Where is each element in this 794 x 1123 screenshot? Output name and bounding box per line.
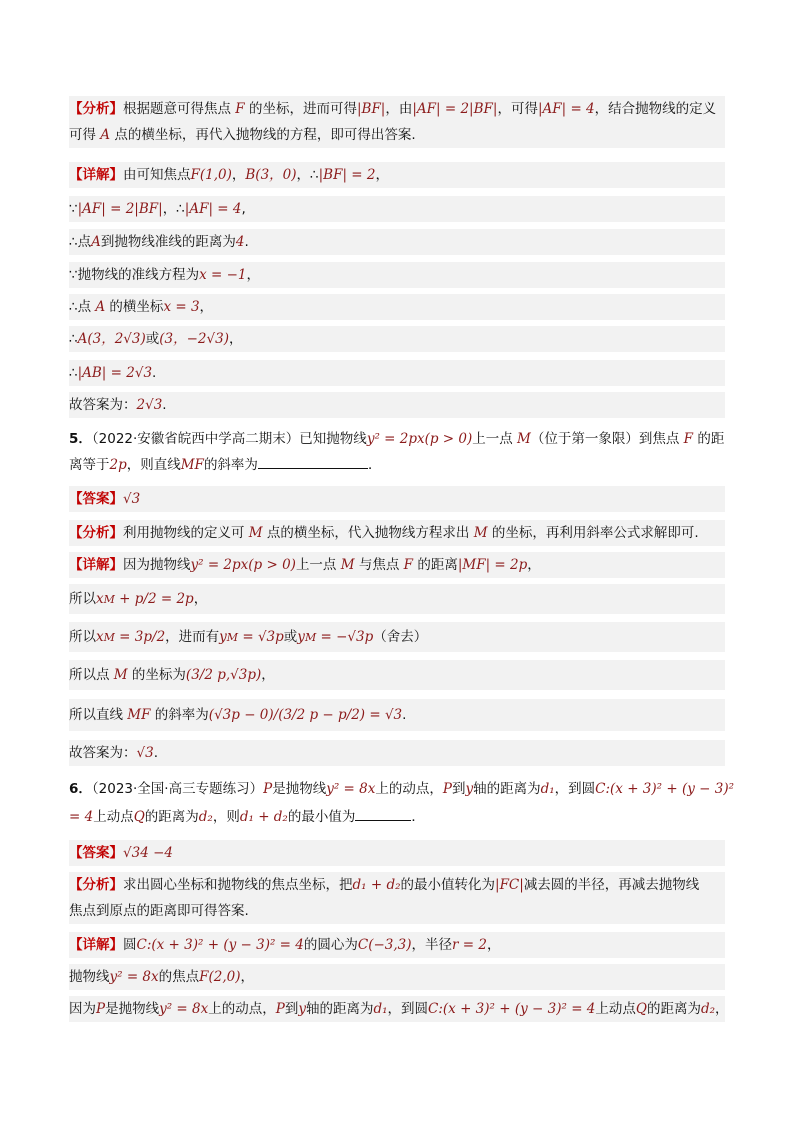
text-line: [69, 452, 725, 478]
math-expression: M: [473, 525, 488, 541]
math-expression: |BF| = 2: [318, 167, 376, 183]
text-line: [69, 740, 725, 766]
math-expression: MF: [127, 707, 151, 723]
math-expression: F(1,0): [190, 167, 232, 183]
answer-blank: [258, 454, 368, 469]
text-run: 抛物线: [69, 969, 110, 985]
math-expression: C:(x + 3)² + (y − 3)² = 4: [428, 1001, 596, 1017]
text-line: [69, 898, 725, 924]
text-run: 的斜率为: [203, 457, 258, 473]
section-tag: 【分析】: [69, 525, 123, 541]
math-expression: M: [304, 631, 317, 644]
text-run: 与焦点: [354, 557, 404, 573]
math-expression: y² = 8x: [159, 1001, 209, 1017]
text-line: [69, 660, 725, 690]
text-line: [69, 964, 725, 990]
text-line: [69, 326, 725, 352]
math-expression: P: [96, 1001, 106, 1017]
math-expression: d₁: [373, 1001, 388, 1017]
math-expression: = −√3p: [316, 629, 374, 645]
text-run: 的坐标，再利用斜率公式求解即可.: [487, 525, 699, 541]
text-run: 减去圆的半径，再减去抛物线: [523, 877, 700, 893]
text-run: 轴的距离为: [473, 781, 541, 797]
math-expression: 2√3: [136, 397, 163, 413]
math-expression: A: [91, 234, 101, 250]
text-run: ，则: [212, 809, 240, 825]
text-run: .: [152, 365, 157, 381]
math-expression: 2p: [109, 457, 127, 473]
text-run: 点的横坐标，代入抛物线方程求出: [262, 525, 474, 541]
text-line: [69, 122, 725, 148]
math-expression: |MF| = 2p: [457, 557, 528, 573]
text-run: ，: [715, 1001, 729, 1017]
text-run: 上动点: [595, 1001, 636, 1017]
math-expression: A(3，2√3): [77, 331, 146, 347]
math-expression: M: [248, 525, 263, 541]
text-run: ∵抛物线的准线方程为: [69, 267, 200, 283]
text-line: [69, 262, 725, 288]
section-tag: 【答案】: [69, 845, 123, 861]
text-run: 的最小值为: [287, 809, 356, 825]
text-line: [69, 520, 725, 546]
text-line: [69, 622, 725, 652]
text-run: 或: [283, 629, 298, 645]
text-run: 可得: [69, 127, 101, 143]
math-expression: = 4: [69, 809, 94, 825]
text-run: ∴: [69, 331, 78, 347]
text-run: ，可得: [497, 101, 538, 117]
text-line: [69, 584, 725, 614]
math-expression: x = −1: [199, 267, 247, 283]
math-expression: y: [297, 629, 305, 645]
math-expression: y: [298, 1001, 306, 1017]
text-run: ，: [375, 167, 389, 183]
math-expression: M: [103, 593, 115, 606]
text-line: [69, 840, 725, 866]
text-run: 上的动点，: [375, 781, 443, 797]
text-run: ,: [241, 201, 246, 217]
math-expression: |AF| = 4: [184, 201, 242, 217]
math-expression: = 3p/2: [114, 629, 166, 645]
text-run: 到抛物线准线的距离为: [100, 234, 236, 250]
text-run: ，: [261, 667, 275, 683]
math-expression: √3: [136, 745, 154, 761]
text-run: 的距离: [413, 557, 458, 573]
text-run: ．: [367, 457, 382, 473]
math-expression: Q: [635, 1001, 647, 1017]
text-line: [69, 486, 725, 512]
math-expression: C:(x + 3)² + (y − 3)²: [595, 781, 735, 797]
text-run: ，∴: [162, 201, 185, 217]
math-expression: d₂: [700, 1001, 716, 1017]
text-run: 所以直线: [69, 707, 128, 723]
text-run: 利用抛物线的定义可: [123, 525, 249, 541]
text-run: 圆: [123, 937, 137, 953]
text-run: ，∴: [296, 167, 319, 183]
math-expression: √3: [123, 491, 141, 507]
math-expression: y: [465, 781, 474, 797]
text-run: 的坐标为: [127, 667, 186, 683]
math-expression: x: [96, 591, 104, 607]
text-run: 所以: [69, 591, 96, 607]
math-expression: B(3，0): [245, 167, 297, 183]
text-run: ，到圆: [554, 781, 596, 797]
math-expression: P: [275, 1001, 285, 1017]
math-expression: d₁ + d₂: [352, 877, 401, 893]
math-expression: y² = 2px(p > 0): [366, 431, 473, 447]
text-run: 的距离为: [646, 1001, 701, 1017]
math-expression: d₁ + d₂: [239, 809, 288, 825]
math-expression: M: [517, 431, 531, 447]
text-run: ，到圆: [387, 1001, 429, 1017]
section-tag: 【详解】: [69, 937, 123, 953]
math-expression: P: [263, 781, 273, 797]
text-run: ，: [240, 969, 255, 985]
text-run: ，: [199, 299, 214, 315]
text-run: 到: [284, 1001, 299, 1017]
text-run: 到: [451, 781, 466, 797]
text-run: 上一点: [472, 431, 518, 447]
text-run: .: [402, 707, 407, 723]
math-expression: = √3p: [238, 629, 284, 645]
text-run: 因为: [69, 1001, 96, 1017]
text-run: ，由: [385, 101, 413, 117]
math-expression: Q: [133, 809, 145, 825]
text-line: [69, 776, 735, 802]
math-expression: |BF|: [356, 101, 386, 117]
question-number: 5．: [69, 431, 92, 447]
answer-blank: [355, 806, 411, 821]
section-tag: 【详解】: [69, 557, 123, 573]
math-expression: |AB| = 2√3: [77, 365, 153, 381]
math-expression: x = 3: [163, 299, 200, 315]
text-run: ∴点: [69, 234, 92, 250]
math-expression: |AF| = 4: [537, 101, 595, 117]
math-expression: y: [219, 629, 227, 645]
text-line: [69, 552, 725, 578]
math-expression: F(2,0): [199, 969, 241, 985]
text-run: 的横坐标: [105, 299, 164, 315]
text-line: [69, 426, 725, 452]
text-line: [69, 872, 725, 898]
math-expression: d₁: [540, 781, 555, 797]
math-expression: A: [100, 127, 111, 143]
math-expression: A: [95, 299, 106, 315]
section-tag: 【详解】: [69, 167, 123, 183]
text-run: ，: [486, 937, 501, 953]
text-run: 故答案为：: [69, 745, 137, 761]
text-run: 上的动点，: [208, 1001, 276, 1017]
text-run: ，半径: [411, 937, 453, 953]
text-run: 焦点到原点的距离即可得答案.: [69, 903, 249, 919]
text-line: [69, 229, 725, 255]
text-line: [69, 804, 725, 830]
math-expression: y² = 8x: [326, 781, 376, 797]
text-run: 的圆心为: [303, 937, 358, 953]
text-line: [69, 392, 725, 418]
text-run: ，结合抛物线的定义: [594, 101, 717, 117]
text-run: （2022·安徽省皖西中学高二期末）已知抛物线: [91, 431, 367, 447]
math-expression: (3，−2√3): [159, 331, 229, 347]
text-line: [69, 932, 725, 958]
math-expression: C(−3,3): [357, 937, 412, 953]
math-expression: (3/2 p,√3p): [185, 667, 262, 683]
text-run: 的坐标，进而可得: [244, 101, 357, 117]
math-expression: x: [96, 629, 104, 645]
text-run: .: [244, 234, 249, 250]
text-line: [69, 162, 725, 188]
text-run: 的距: [693, 431, 725, 447]
math-expression: |AF| = 2|BF|: [77, 201, 163, 217]
text-run: ，: [228, 331, 243, 347]
text-run: 的斜率为: [150, 707, 209, 723]
text-run: ，: [193, 591, 208, 607]
math-expression: M: [226, 631, 239, 644]
text-run: 是抛物线: [272, 781, 327, 797]
math-expression: F: [683, 431, 694, 447]
math-expression: M: [340, 557, 355, 573]
math-expression: + p/2 = 2p: [114, 591, 194, 607]
text-run: ，: [231, 167, 246, 183]
text-run: 求出圆心坐标和抛物线的焦点坐标，把: [123, 877, 353, 893]
math-expression: C:(x + 3)² + (y − 3)² = 4: [136, 937, 304, 953]
text-run: 的焦点: [158, 969, 200, 985]
question-number: 6．: [69, 781, 92, 797]
text-run: 或: [145, 331, 160, 347]
math-expression: M: [113, 667, 128, 683]
text-run: 点的横坐标，再代入抛物线的方程，即可得出答案.: [110, 127, 416, 143]
text-run: 根据题意可得焦点: [123, 101, 236, 117]
text-run: 由可知焦点: [123, 167, 191, 183]
math-expression: |AF| = 2|BF|: [412, 101, 498, 117]
math-expression: √34 −4: [123, 845, 173, 861]
math-expression: y² = 8x: [109, 969, 159, 985]
math-expression: F: [403, 557, 414, 573]
text-run: 轴的距离为: [305, 1001, 374, 1017]
math-expression: d₂: [198, 809, 213, 825]
section-tag: 【分析】: [69, 101, 123, 117]
text-run: 上一点: [295, 557, 341, 573]
math-expression: MF: [180, 457, 204, 473]
section-tag: 【答案】: [69, 491, 123, 507]
text-line: [69, 360, 725, 386]
text-line: [69, 996, 729, 1022]
text-run: ，进而有: [165, 629, 220, 645]
text-run: ∵: [69, 201, 78, 217]
text-run: 的距离为: [144, 809, 199, 825]
text-run: ，: [527, 557, 541, 573]
math-expression: F: [235, 101, 245, 117]
text-run: （位于第一象限）到焦点: [530, 431, 684, 447]
text-run: （2023·全国·高三专题练习）: [91, 781, 264, 797]
text-line: [69, 699, 725, 731]
text-run: 离等于: [69, 457, 110, 473]
text-run: ∴: [69, 365, 78, 381]
text-run: 所以: [69, 629, 96, 645]
text-run: 是抛物线: [105, 1001, 160, 1017]
text-line: [69, 294, 725, 320]
math-expression: |FC|: [495, 877, 524, 893]
text-run: 的最小值转化为: [400, 877, 496, 893]
math-expression: P: [442, 781, 452, 797]
text-run: ∴点: [69, 299, 96, 315]
text-run: （舍去）: [373, 629, 428, 645]
text-run: 上动点: [93, 809, 134, 825]
section-tag: 【分析】: [69, 877, 123, 893]
text-run: .: [162, 397, 167, 413]
text-line: [69, 96, 725, 122]
text-run: ，则直线: [126, 457, 181, 473]
text-line: [69, 196, 725, 222]
math-expression: M: [103, 631, 115, 644]
math-expression: 4: [235, 234, 245, 250]
math-expression: (√3p − 0)/(3/2 p − p/2) = √3: [208, 707, 403, 723]
text-run: 因为抛物线: [123, 557, 191, 573]
text-run: 故答案为：: [69, 397, 137, 413]
text-run: ，: [246, 267, 261, 283]
text-run: ．: [411, 809, 425, 825]
text-run: 所以点: [69, 667, 114, 683]
math-expression: y² = 2px(p > 0): [190, 557, 296, 573]
text-run: .: [153, 745, 158, 761]
math-expression: r = 2: [452, 937, 487, 953]
